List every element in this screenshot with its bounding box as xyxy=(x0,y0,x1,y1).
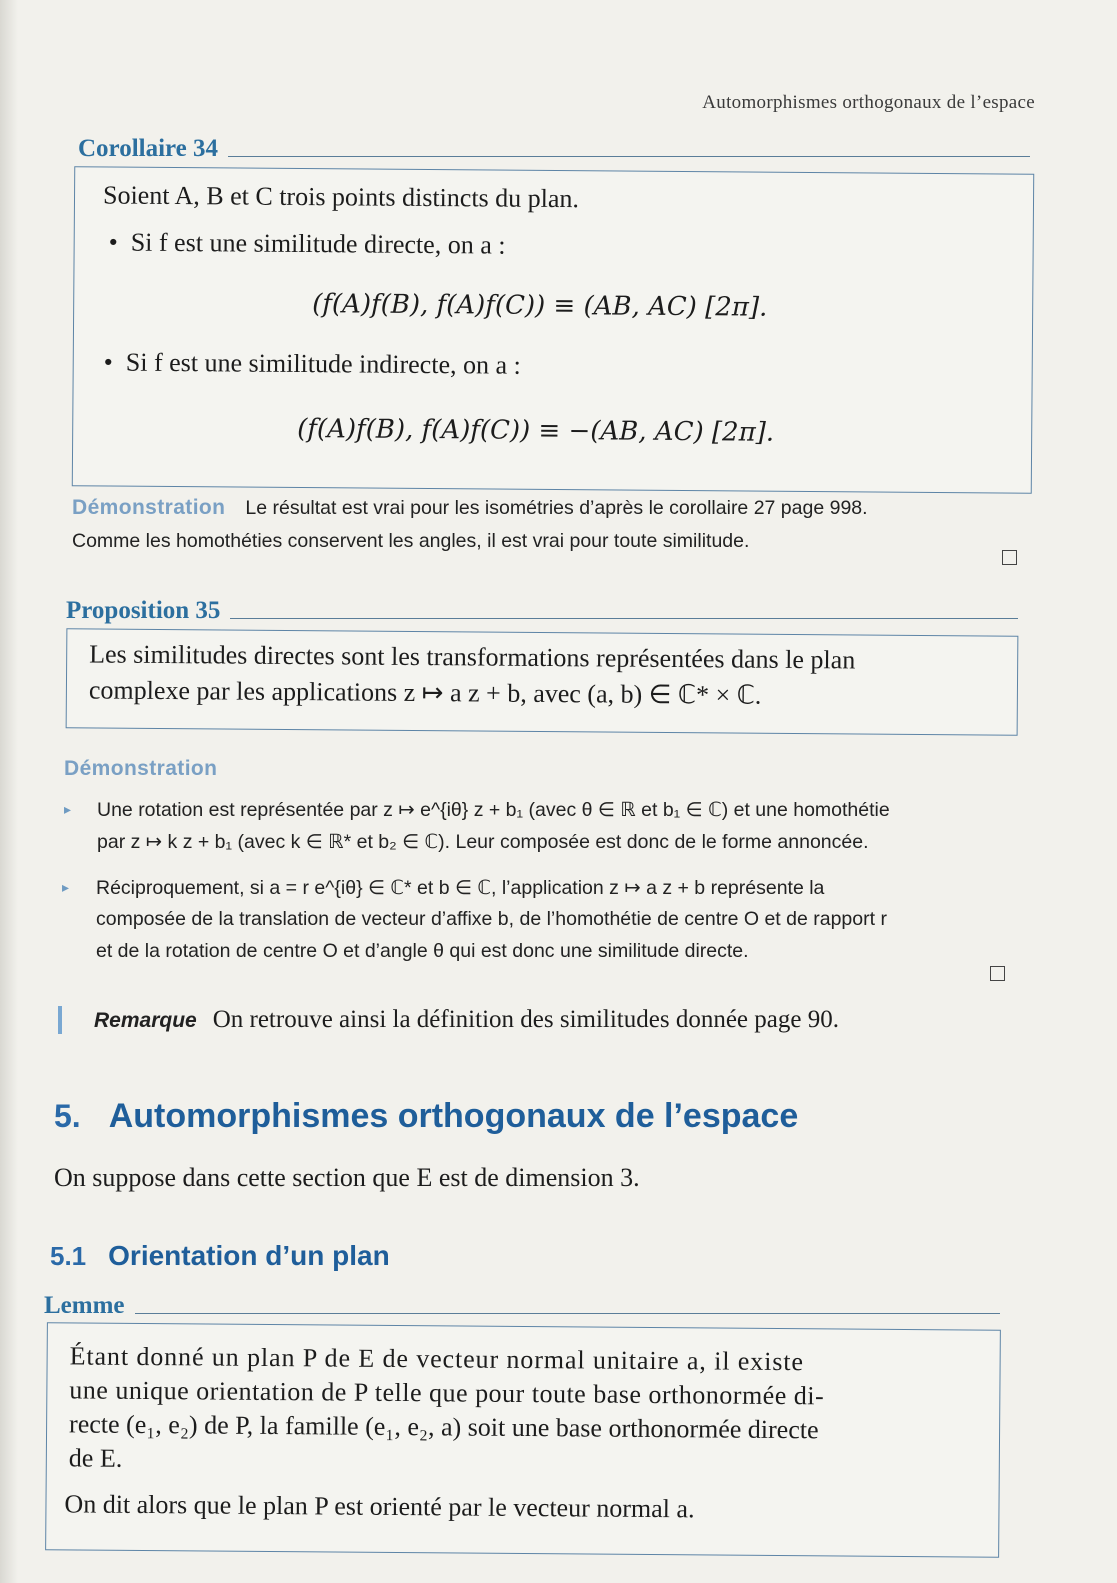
proposition-box xyxy=(66,628,1019,735)
lemma-line2: une unique orientation de P telle que pour toute base orthonormée di- xyxy=(69,1375,825,1411)
corollary-bullet-1 xyxy=(109,228,506,261)
demo1-label: Démonstration xyxy=(72,496,226,519)
corollary-bullet-2 xyxy=(104,347,521,380)
heading-rule xyxy=(228,156,1030,157)
lemma-label: Lemme xyxy=(44,1292,125,1319)
bullet-2-text: Si f est une similitude indirecte, on a : xyxy=(125,347,521,380)
formula-indirect: (f(A)f(B), f(A)f(C)) ≡ −(AB, AC) [2π]. xyxy=(297,413,775,448)
heading-rule xyxy=(135,1313,1000,1314)
remark-bar xyxy=(58,1006,62,1034)
subsection-number: 5.1 xyxy=(50,1241,87,1271)
lemma-line5: On dit alors que le plan P est orienté par le vecteur normal a. xyxy=(64,1489,695,1524)
section-title: Automorphismes orthogonaux de l’espace xyxy=(108,1097,799,1135)
lemma-line1: Étant donné un plan P de E de vecteur normal unitaire a, il existe xyxy=(69,1341,804,1377)
demo2-item2-line1: Réciproquement, si a = r e^{iθ} ∈ ℂ* et b ∈ ℂ, l’application z ↦ a z + b représente la xyxy=(96,877,825,899)
demo2-item2-line3: et de la rotation de centre O et d’angle θ qui est donc une similitude directe. xyxy=(96,940,749,962)
running-header: Automorphismes orthogonaux de l’espace xyxy=(702,92,1035,113)
section-number: 5. xyxy=(54,1098,81,1134)
section-intro: On suppose dans cette section que E est de dimension 3. xyxy=(54,1163,640,1192)
arrow-bullet-icon: ▸ xyxy=(64,802,72,818)
demo2-item1-line1: Une rotation est représentée par z ↦ e^{iθ} z + b₁ (avec θ ∈ ℝ et b₁ ∈ ℂ) et une homothétie xyxy=(97,799,890,821)
corollary-heading xyxy=(78,135,1030,163)
remark-text: On retrouve ainsi la définition des similitudes donnée page 90. xyxy=(212,1006,839,1033)
remark-label: Remarque xyxy=(94,1009,197,1032)
subsection-heading xyxy=(50,1240,390,1272)
bullet-1-text: Si f est une similitude directe, on a : xyxy=(130,227,506,260)
subsection-title: Orientation d’un plan xyxy=(108,1240,390,1271)
demo1-block xyxy=(72,496,868,520)
section-heading xyxy=(54,1097,798,1136)
corollary-box xyxy=(72,166,1034,494)
corollary-intro: Soient A, B et C trois points distincts du plan. xyxy=(102,180,580,214)
proposition-line2: complexe par les applications z ↦ a z + b, avec (a, b) ∈ ℂ* × ℂ. xyxy=(88,675,762,710)
lemma-heading xyxy=(44,1292,1000,1320)
demo2-item2-line2: composée de la translation de vecteur d’affixe b, de l’homothétie de centre O et de rapport r xyxy=(96,908,887,930)
demo2-label: Démonstration xyxy=(64,757,218,780)
proposition-heading xyxy=(66,597,1018,625)
arrow-bullet-icon: ▸ xyxy=(62,880,70,896)
proposition-line1: Les similitudes directes sont les transformations représentées dans le plan xyxy=(89,639,856,675)
page-edge-shadow xyxy=(0,0,18,1583)
proposition-label: Proposition 35 xyxy=(66,597,221,624)
heading-rule xyxy=(230,618,1018,619)
lemma-line3: recte (e₁, e₂) de P, la famille (e₁, e₂, a) soit une base orthonormée directe xyxy=(68,1409,819,1445)
lemma-line4: de E. xyxy=(68,1443,123,1473)
demo1-line2: Comme les homothéties conservent les angles, il est vrai pour toute similitude. xyxy=(72,530,750,552)
corollary-label: Corollaire 34 xyxy=(78,135,219,162)
lemma-box xyxy=(45,1322,1001,1557)
bullet-dot: • xyxy=(108,227,131,257)
bullet-dot: • xyxy=(103,347,126,377)
demo1-line1: Le résultat est vrai pour les isométries d’après le corollaire 27 page 998. xyxy=(245,497,868,519)
formula-direct: (f(A)f(B), f(A)f(C)) ≡ (AB, AC) [2π]. xyxy=(312,289,768,323)
qed-square xyxy=(990,966,1005,981)
demo2-item1-line2: par z ↦ k z + b₁ (avec k ∈ ℝ* et b₂ ∈ ℂ). Leur composée est donc de le forme annoncée. xyxy=(97,831,869,853)
qed-square xyxy=(1002,550,1017,565)
remark-block xyxy=(94,1006,839,1034)
